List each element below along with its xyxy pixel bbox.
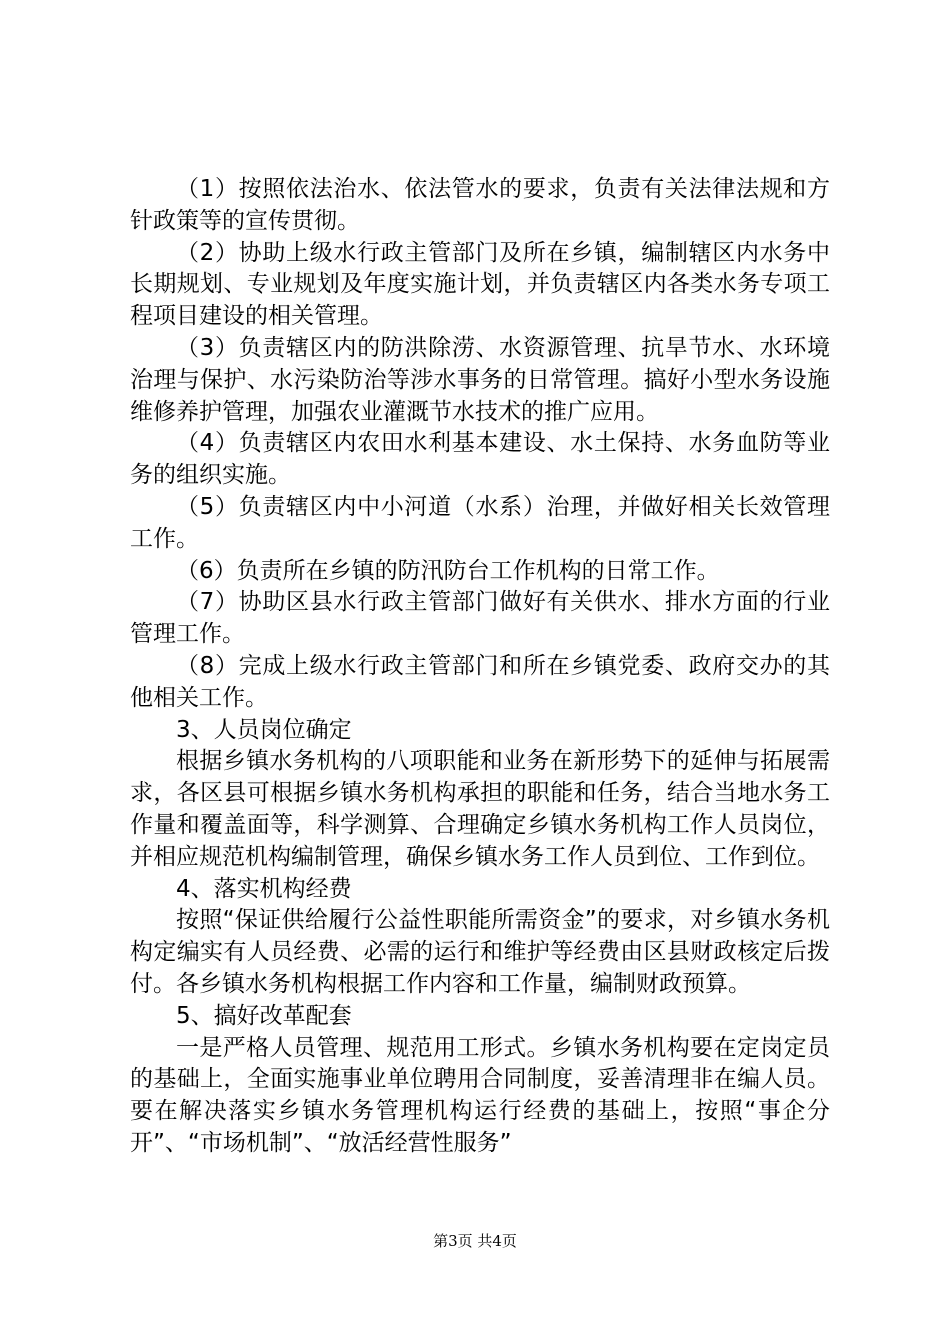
duty-item-4: （4）负责辖区内农田水利基本建设、水土保持、水务血防等业务的组织实施。 — [130, 430, 830, 489]
section-3-heading: 3、人员岗位确定 — [176, 716, 352, 743]
duty-item-7: （7）协助区县水行政主管部门做好有关供水、排水方面的行业管理工作。 — [130, 589, 830, 648]
section-5-heading: 5、搞好改革配套 — [176, 1002, 352, 1029]
duty-item-1: （1）按照依法治水、依法管水的要求，负责有关法律法规和方针政策等的宣传贯彻。 — [130, 176, 830, 234]
section-3-text: 根据乡镇水务机构的八项职能和业务在新形势下的延伸与拓展需求，各区县可根据乡镇水务机构承担的职能和任务，结合当地水务工作量和覆盖面等，科学测算、合理确定乡镇水务机构工作人员岗位，并相应规范机构编制管理，确保乡镇水务工作人员到位、工作到位。 — [130, 748, 830, 870]
duty-item-6: （6）负责所在乡镇的防汛防台工作机构的日常工作。 — [176, 557, 720, 584]
duty-item-3: （3）负责辖区内的防洪除涝、水资源管理、抗旱节水、水环境治理与保护、水污染防治等涉水事务的日常管理。搞好小型水务设施维修养护管理，加强农业灌溉节水技术的推广应用。 — [130, 334, 830, 425]
duty-item-8: （8）完成上级水行政主管部门和所在乡镇党委、政府交办的其他相关工作。 — [130, 652, 830, 711]
section-5-text: 一是严格人员管理、规范用工形式。乡镇水务机构要在定岗定员的基础上，全面实施事业单位聘用合同制度，妥善清理非在编人员。要在解决落实乡镇水务管理机构运行经费的基础上，按照“事企分开”、“市场机制”、“放活经营性服务” — [130, 1034, 830, 1156]
page-footer: 第3页 共4页 — [433, 1232, 517, 1250]
duty-item-2: （2）协助上级水行政主管部门及所在乡镇，编制辖区内水务中长期规划、专业规划及年度实施计划，并负责辖区内各类水务专项工程项目建设的相关管理。 — [130, 239, 830, 330]
document-body — [130, 174, 830, 1160]
duty-item-5: （5）负责辖区内中小河道（水系）治理，并做好相关长效管理工作。 — [130, 493, 830, 552]
section-4-text: 按照“保证供给履行公益性职能所需资金”的要求，对乡镇水务机构定编实有人员经费、必需的运行和维护等经费由区县财政核定后拨付。各乡镇水务机构根据工作内容和工作量，编制财政预算。 — [130, 907, 830, 997]
section-4-heading: 4、落实机构经费 — [176, 875, 352, 902]
